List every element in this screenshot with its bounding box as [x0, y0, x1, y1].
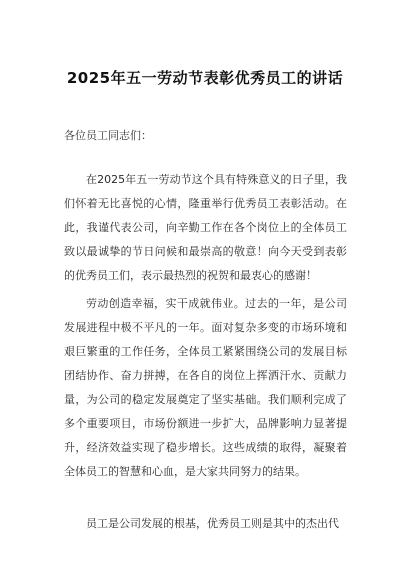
paragraph-1: 在2025年五一劳动节这个具有特殊意义的日子里，我们怀着无比喜悦的心情，隆重举行优秀员工表彰活动。在此，我谨代表公司，向辛勤工作在各个岗位上的全体员工致以最诚挚的节日问候和最崇高的敬意！向今天受到表彰的优秀员工们，表示最热烈的祝贺和最衷心的感谢！: [64, 173, 347, 282]
paragraph-3: 员工是公司发展的根基，优秀员工则是其中的杰出代: [86, 517, 339, 530]
paragraph-2: 劳动创造幸福，实干成就伟业。过去的一年，是公司发展进程中极不平凡的一年。面对复杂多变的市场环境和艰巨繁重的工作任务，全体员工紧紧围绕公司的发展目标团结协作、奋力拼搏，在各自的岗位上挥洒汗水、贡献力量，为公司的稳定发展奠定了坚实基础。我们顺利完成了多个重要项目，市场份额进一步扩大，品牌影响力显著提升，经济效益实现了稳步增长。这些成绩的取得，凝聚着全体员工的智慧和心血，是大家共同努力的结果。: [64, 297, 347, 478]
salutation: 各位员工同志们：: [64, 129, 152, 142]
document-title: 2025年五一劳动节表彰优秀员工的讲话: [66, 69, 344, 87]
